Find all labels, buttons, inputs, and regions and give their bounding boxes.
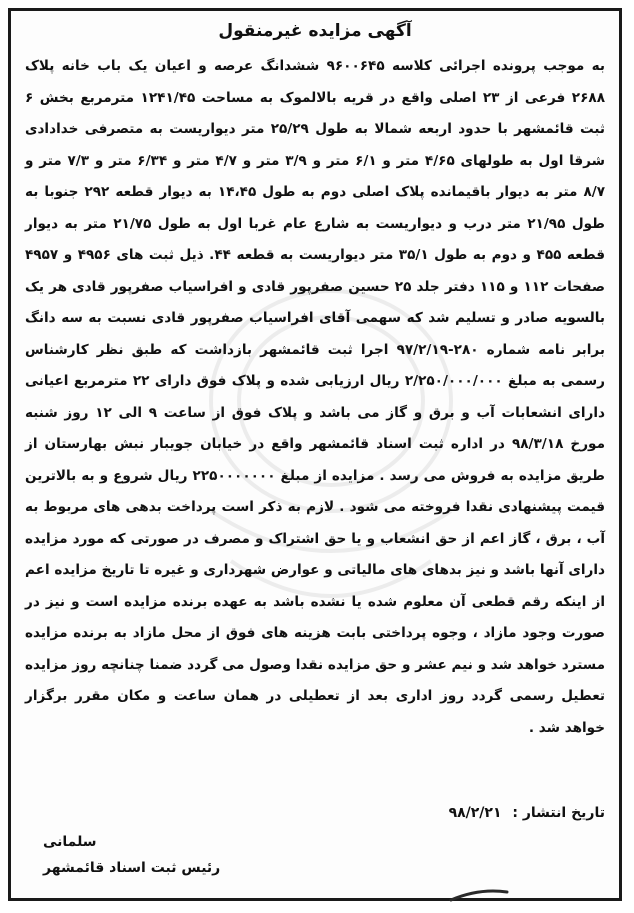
publish-date: ۹۸/۲/۲۱ (448, 805, 502, 821)
signatory-title: رئیس ثبت اسناد قائمشهر (43, 860, 221, 876)
pen-stroke-mark (449, 886, 509, 904)
notice-frame (8, 8, 622, 901)
signatory-name: سلمانی (43, 834, 97, 850)
notice-title: آگهی مزایده غیرمنقول (218, 21, 412, 41)
publish-line (449, 801, 605, 825)
notice-body: به موجب پرونده اجرائی کلاسه ۹۶۰۰۶۴۵ ششدانگ عرصه و اعیان یک باب خانه پلاک ۲۶۸۸ فرعی از ۲۳ اصلی واقع در قریه بالالموک به مساحت ۱۲۴۱/۴۵ مترمربع بخش ۶ ثبت قائمشهر با حدود اربعه شمالا به طول ۲۵/۲۹ متر دیواریست به متصرفی خدادادی شرقا اول به طولهای ۴/۶۵ متر و ۶/۱ متر و ۳/۹ متر و ۴/۷ متر و ۶/۳۴ متر و ۷/۳ متر و ۸/۷ متر به دیوار باقیمانده پلاک اصلی دوم به طول ۱۴،۴۵ به دیوار قطعه ۲۹۲ جنوبا به طول ۲۱/۹۵ متر درب و دیواریست به شارع عام غربا اول به طول ۲۱/۷۵ متر به دیوار قطعه ۴۵۵ و دوم به طول ۳۵/۱ متر دیواریست به قطعه ۴۴. ذیل ثبت های ۴۹۵۶ و ۴۹۵۷ صفحات ۱۱۲ و ۱۱۵ دفتر جلد ۲۵ حسین صفرپور قادی و افراسیاب صفرپور قادی هر یک بالسویه صادر و تسلیم شد که سهمی آقای افراسیاب صفرپور قادی نسبت به سه دانگ برابر نامه شماره ۲۸۰-۹۷/۲/۱۹ اجرا ثبت قائمشهر بازداشت که طبق نظر کارشناس رسمی به مبلغ ۲/۲۵۰/۰۰۰/۰۰۰ ریال ارزیابی شده و پلاک فوق دارای ۲۲ مترمربع اعیانی دارای انشعابات آب و برق و گاز می باشد و پلاک فوق از ساعت ۹ الی ۱۲ روز شنبه مورخ ۹۸/۳/۱۸ در اداره ثبت اسناد قائمشهر واقع در خیابان جویبار نبش بهارستان از طریق مزایده به فروش می رسد . مزایده از مبلغ ۲۲۵۰۰۰۰۰۰۰ ریال شروع و به بالاترین قیمت پیشنهادی نقدا فروخته می شود . لازم به ذکر است پرداخت بدهی های مربوط به آب ، برق ، گاز اعم از حق انشعاب و یا حق اشتراک و مصرف در صورتی که مورد مزایده دارای آنها باشد و نیز بدهای های مالیاتی و عوارض شهرداری و غیره تا تاریخ مزایده اعم از اینکه رقم قطعی آن معلوم شده یا نشده باشد به عهده برنده مزایده است و نیز در صورت وجود مازاد ، وجوه پرداختی بابت هزینه های فوق از محل مازاد به برنده مزایده مسترد خواهد شد و نیم عشر و حق مزایده نقدا وصول می گردد ضمنا چنانچه روز مزایده تعطیل رسمی گردد روز اداری بعد از تعطیلی در همان ساعت و مکان مقرر برگزار خواهد شد . (25, 58, 606, 736)
publish-date-label: تاریخ انتشار : (512, 805, 605, 821)
